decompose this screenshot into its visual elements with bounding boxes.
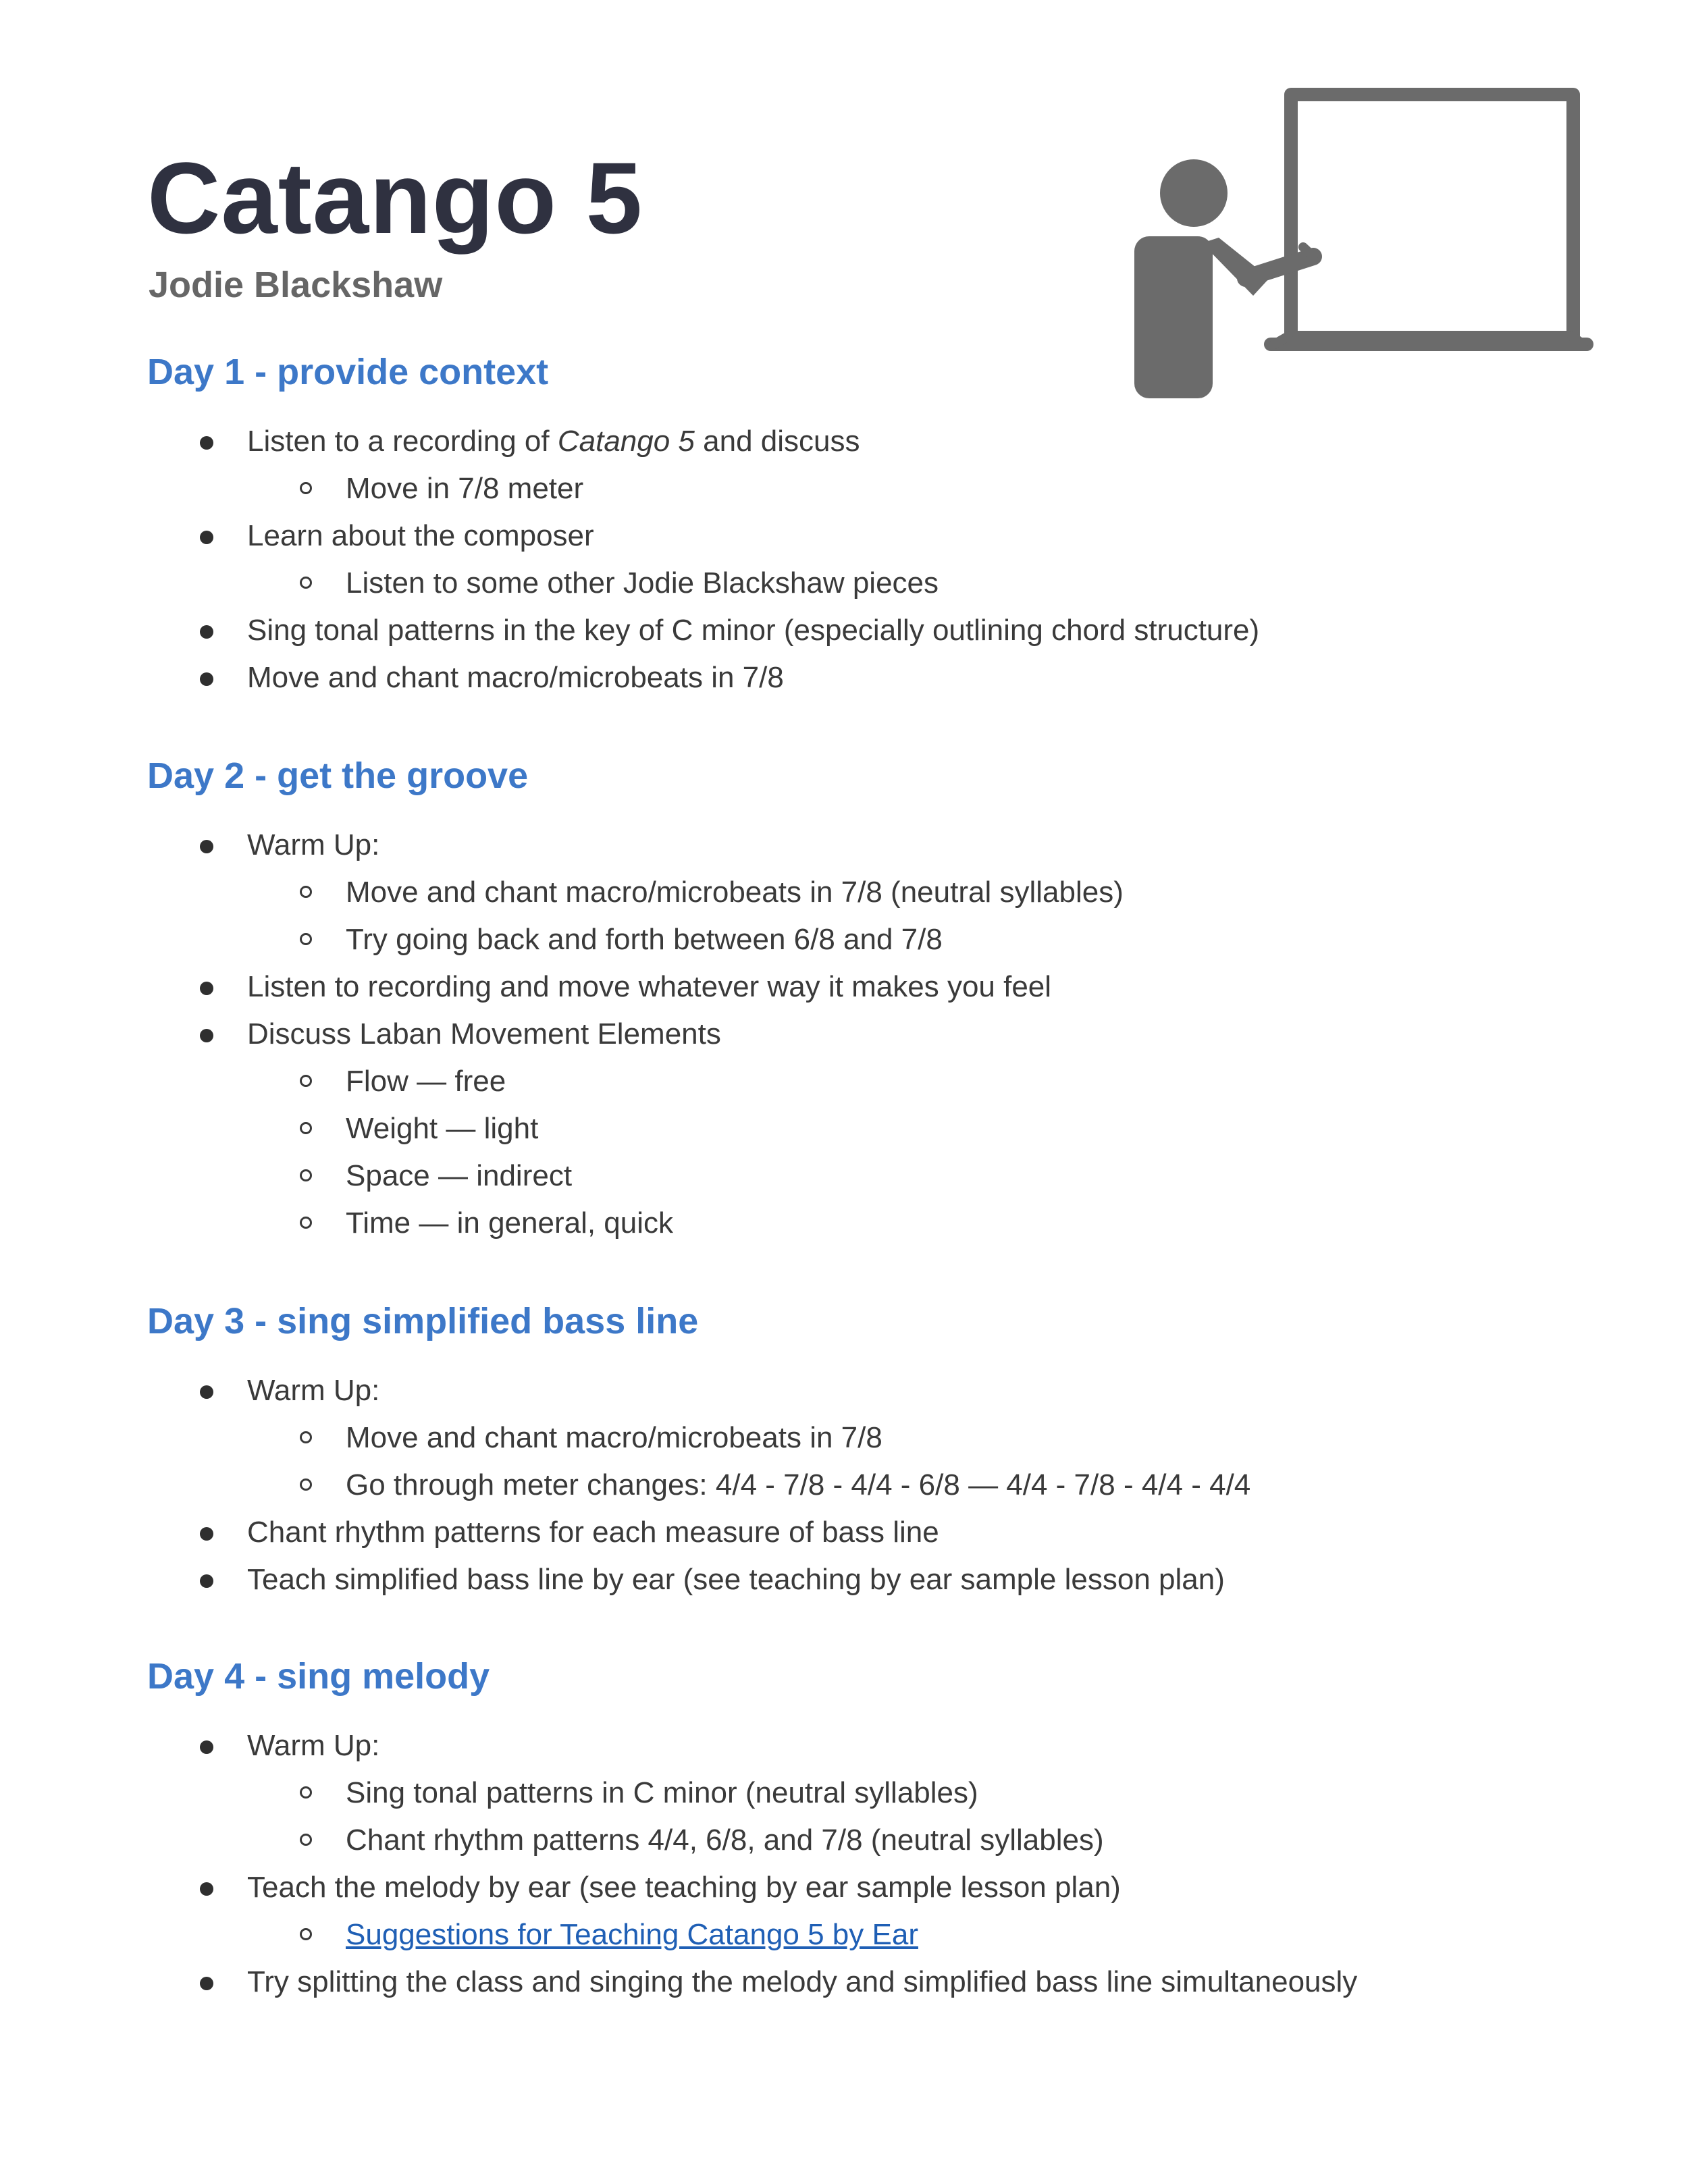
list-item: Move in 7/8 meter [346, 474, 583, 504]
bullet-icon [200, 982, 213, 995]
list-item: Warm Up: [247, 1731, 379, 1761]
circle-bullet-icon [300, 1928, 312, 1940]
page-subtitle: Jodie Blackshaw [149, 265, 443, 305]
bullet-icon [200, 672, 213, 686]
bullet-icon [200, 1574, 213, 1588]
list-item: Move and chant macro/microbeats in 7/8 [247, 663, 784, 693]
page-title: Catango 5 [147, 141, 643, 255]
bullet-icon [200, 840, 213, 853]
list-item: Chant rhythm patterns for each measure of bass line [247, 1518, 939, 1547]
list-item: Discuss Laban Movement Elements [247, 1019, 721, 1049]
teaching-by-ear-link[interactable]: Suggestions for Teaching Catango 5 by Ear [346, 1918, 918, 1951]
list-item: Learn about the composer [247, 521, 594, 551]
circle-bullet-icon [300, 1169, 312, 1181]
list-item: Listen to a recording of Catango 5 and discuss [247, 427, 860, 456]
circle-bullet-icon [300, 1834, 312, 1846]
list-item: Listen to some other Jodie Blackshaw pieces [346, 568, 939, 598]
list-item: Sing tonal patterns in the key of C minor (especially outlining chord structure) [247, 616, 1259, 645]
circle-bullet-icon [300, 1075, 312, 1087]
list-item: Go through meter changes: 4/4 - 7/8 - 4/4 - 6/8 — 4/4 - 7/8 - 4/4 - 4/4 [346, 1470, 1250, 1500]
list-item: Teach the melody by ear (see teaching by ear sample lesson plan) [247, 1873, 1121, 1902]
section-heading-day-4: Day 4 - sing melody [147, 1656, 490, 1697]
circle-bullet-icon [300, 1479, 312, 1491]
list-item: Move and chant macro/microbeats in 7/8 (neutral syllables) [346, 878, 1124, 907]
circle-bullet-icon [300, 1217, 312, 1229]
bullet-icon [200, 1977, 213, 1990]
teacher-at-whiteboard-icon [1134, 81, 1593, 412]
list-item: Teach simplified bass line by ear (see teaching by ear sample lesson plan) [247, 1565, 1225, 1595]
list-item: Move and chant macro/microbeats in 7/8 [346, 1423, 882, 1453]
bullet-icon [200, 1029, 213, 1042]
list-item: Space — indirect [346, 1161, 572, 1191]
bullet-icon [200, 531, 213, 544]
circle-bullet-icon [300, 577, 312, 589]
circle-bullet-icon [300, 1431, 312, 1443]
list-item: Weight — light [346, 1114, 538, 1144]
bullet-icon [200, 1882, 213, 1896]
bullet-icon [200, 1527, 213, 1541]
list-item: Try splitting the class and singing the melody and simplified bass line simultaneously [247, 1967, 1357, 1997]
list-item: Time — in general, quick [346, 1208, 673, 1238]
circle-bullet-icon [300, 1786, 312, 1799]
list-item: Flow — free [346, 1067, 506, 1096]
list-item: Chant rhythm patterns 4/4, 6/8, and 7/8 (neutral syllables) [346, 1826, 1104, 1855]
section-heading-day-3: Day 3 - sing simplified bass line [147, 1301, 699, 1341]
circle-bullet-icon [300, 886, 312, 898]
bullet-icon [200, 1740, 213, 1754]
list-item: Warm Up: [247, 830, 379, 860]
bullet-icon [200, 436, 213, 450]
list-item [346, 1920, 918, 1950]
list-item: Warm Up: [247, 1376, 379, 1406]
section-heading-day-2: Day 2 - get the groove [147, 755, 529, 796]
section-heading-day-1: Day 1 - provide context [147, 352, 549, 392]
circle-bullet-icon [300, 1122, 312, 1134]
bullet-icon [200, 1385, 213, 1399]
list-item: Try going back and forth between 6/8 and 7/8 [346, 925, 943, 955]
circle-bullet-icon [300, 933, 312, 945]
circle-bullet-icon [300, 482, 312, 494]
bullet-icon [200, 625, 213, 639]
list-item: Listen to recording and move whatever way it makes you feel [247, 972, 1051, 1002]
list-item: Sing tonal patterns in C minor (neutral syllables) [346, 1778, 978, 1808]
